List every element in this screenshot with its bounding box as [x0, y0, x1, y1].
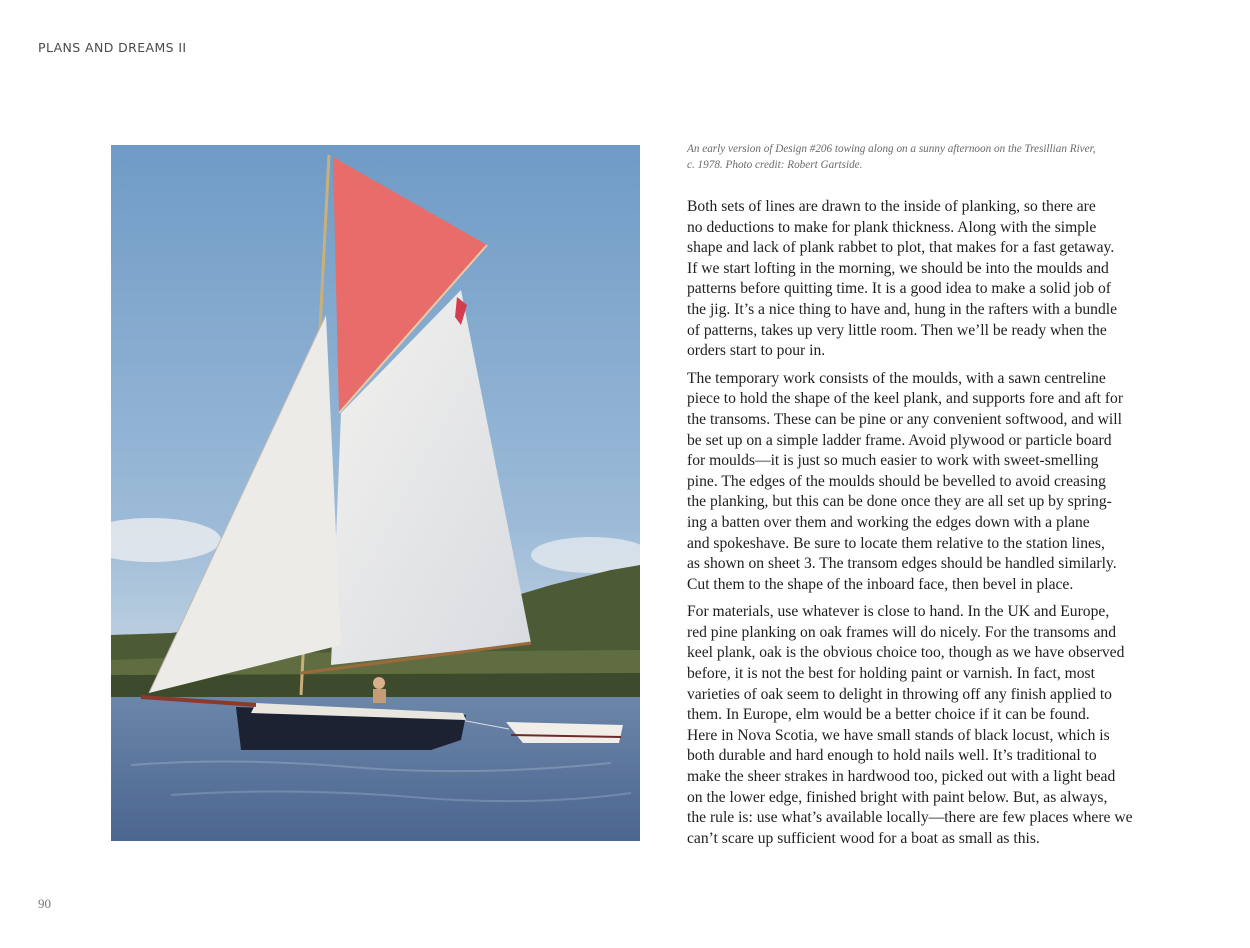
- body-text: [687, 197, 1137, 856]
- paragraph-3: For materials, use whatever is close to hand. In the UK and Europe, red pine planking on oak frames will do nicely. For the transoms and keel plank, oak is the obvious choice too, though as we have observed before, it is not the best for holding paint or varnish. In fact, most varieties of oak seem to delight in throwing off any finish applied to them. In Europe, elm would be a better choice if it can be found. Here in Nova Scotia, we have small stands of black locust, which is both durable and hard enough to hold nails well. It’s traditional to make the sheer strakes in hardwood too, picked out with a light bead on the lower edge, finished bright with paint below. But, as always, the rule is: use what’s available locally—there are few places where we can’t scare up sufficient wood for a boat as small as this.: [687, 603, 1133, 847]
- running-head: PLANS AND DREAMS II: [38, 40, 187, 55]
- paragraph-2: The temporary work consists of the moulds, with a sawn centreline piece to hold the shape of the keel plank, and supports fore and aft for the transoms. These can be pine or any convenient softwood, and will be set up on a simple ladder frame. Avoid plywood or particle board for moulds—it is just so much easier to work with sweet-smelling pine. The edges of the moulds should be bevelled to avoid creasing the planking, but this can be done once they are all set up by spring- ing a batten over them and working the edges down with a plane and spokeshave. Be sure to locate them relative to the station lines, as shown on sheet 3. The transom edges should be handled similarly. Cut them to the shape of the inboard face, then bevel in place.: [687, 369, 1124, 593]
- page-number: 90: [38, 896, 51, 911]
- photo-caption: An early version of Design #206 towing along on a sunny afternoon on the Tresillian River, c. 1978. Photo credit: Robert Gartside.: [687, 143, 1096, 171]
- paragraph-1: Both sets of lines are drawn to the inside of planking, so there are no deductions to make for plank thickness. Along with the simple shape and lack of plank rabbet to plot, that makes for a fast getaway. If we start lofting in the morning, we should be into the moulds and patterns before quitting time. It is a good idea to make a solid job of the jig. It’s a nice thing to have and, hung in the rafters with a bundle of patterns, takes up very little room. Then we’ll be ready when the orders start to pour in.: [687, 198, 1118, 360]
- sailboat-photo: [111, 145, 640, 841]
